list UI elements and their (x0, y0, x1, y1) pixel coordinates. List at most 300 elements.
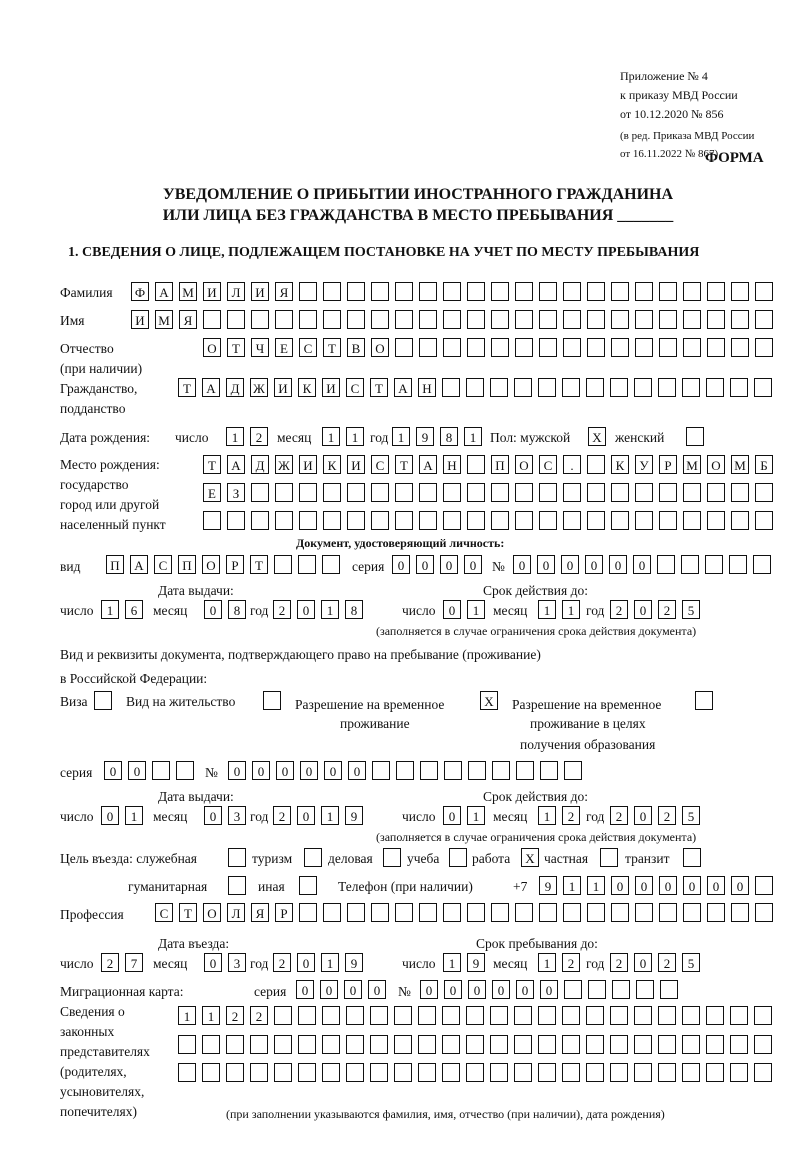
char-box[interactable] (707, 338, 725, 357)
char-box[interactable]: 2 (562, 953, 580, 972)
char-box[interactable]: 9 (467, 953, 485, 972)
char-box[interactable] (298, 1006, 316, 1025)
char-box[interactable] (419, 310, 437, 329)
char-box[interactable] (418, 1035, 436, 1054)
char-box[interactable]: 1 (587, 876, 605, 895)
char-box[interactable] (372, 761, 390, 780)
char-box[interactable] (371, 310, 389, 329)
char-box[interactable]: К (323, 455, 341, 474)
char-box[interactable] (658, 378, 676, 397)
char-box[interactable] (538, 1006, 556, 1025)
char-box[interactable]: 0 (609, 555, 627, 574)
char-box[interactable]: 0 (537, 555, 555, 574)
char-box[interactable] (467, 455, 485, 474)
char-box[interactable] (682, 1006, 700, 1025)
entry-year[interactable] (273, 953, 369, 973)
char-box[interactable] (754, 1006, 772, 1025)
char-box[interactable]: 1 (538, 953, 556, 972)
char-box[interactable]: О (203, 338, 221, 357)
char-box[interactable] (274, 1035, 292, 1054)
sex-male-checkbox[interactable] (588, 427, 612, 447)
char-box[interactable] (396, 761, 414, 780)
char-box[interactable] (275, 511, 293, 530)
char-box[interactable] (516, 761, 534, 780)
char-box[interactable] (442, 378, 460, 397)
char-box[interactable]: 3 (228, 806, 246, 825)
char-box[interactable]: Р (275, 903, 293, 922)
char-box[interactable] (275, 483, 293, 502)
char-box[interactable]: 0 (585, 555, 603, 574)
char-box[interactable] (657, 555, 675, 574)
char-box[interactable] (515, 511, 533, 530)
char-box[interactable] (588, 980, 606, 999)
purpose-transit-checkbox[interactable] (683, 848, 707, 868)
birthplace-field[interactable] (203, 483, 779, 503)
char-box[interactable] (371, 903, 389, 922)
char-box[interactable] (755, 483, 773, 502)
char-box[interactable] (443, 310, 461, 329)
char-box[interactable]: И (131, 310, 149, 329)
char-box[interactable]: Х (480, 691, 498, 710)
char-box[interactable] (346, 1006, 364, 1025)
char-box[interactable] (466, 378, 484, 397)
char-box[interactable] (178, 1063, 196, 1082)
char-box[interactable] (539, 903, 557, 922)
char-box[interactable] (707, 282, 725, 301)
char-box[interactable]: 0 (443, 600, 461, 619)
char-box[interactable] (587, 511, 605, 530)
char-box[interactable] (562, 1006, 580, 1025)
char-box[interactable] (755, 511, 773, 530)
char-box[interactable]: 9 (345, 806, 363, 825)
purpose-work-checkbox[interactable] (521, 848, 545, 868)
rd-series-field[interactable] (104, 761, 200, 781)
char-box[interactable] (660, 980, 678, 999)
char-box[interactable] (152, 761, 170, 780)
char-box[interactable]: К (298, 378, 316, 397)
char-box[interactable] (395, 511, 413, 530)
char-box[interactable] (419, 338, 437, 357)
char-box[interactable] (443, 903, 461, 922)
char-box[interactable]: 1 (538, 806, 556, 825)
char-box[interactable] (705, 555, 723, 574)
char-box[interactable]: 1 (467, 806, 485, 825)
char-box[interactable] (564, 761, 582, 780)
dob-month-field[interactable] (322, 427, 370, 447)
char-box[interactable] (706, 1035, 724, 1054)
char-box[interactable]: И (251, 282, 269, 301)
char-box[interactable] (227, 511, 245, 530)
char-box[interactable] (753, 555, 771, 574)
char-box[interactable] (755, 903, 773, 922)
char-box[interactable] (298, 1035, 316, 1054)
char-box[interactable]: 0 (101, 806, 119, 825)
char-box[interactable]: 2 (226, 1006, 244, 1025)
char-box[interactable]: 0 (348, 761, 366, 780)
char-box[interactable] (731, 903, 749, 922)
char-box[interactable] (610, 1035, 628, 1054)
char-box[interactable] (539, 282, 557, 301)
char-box[interactable] (683, 848, 701, 867)
char-box[interactable]: 1 (202, 1006, 220, 1025)
char-box[interactable]: 0 (204, 806, 222, 825)
char-box[interactable] (707, 903, 725, 922)
char-box[interactable] (323, 903, 341, 922)
char-box[interactable] (682, 378, 700, 397)
char-box[interactable]: 0 (344, 980, 362, 999)
char-box[interactable]: Е (203, 483, 221, 502)
char-box[interactable] (611, 338, 629, 357)
char-box[interactable] (444, 761, 462, 780)
char-box[interactable] (443, 282, 461, 301)
char-box[interactable] (730, 1035, 748, 1054)
char-box[interactable] (395, 310, 413, 329)
char-box[interactable] (490, 1006, 508, 1025)
char-box[interactable] (263, 691, 281, 710)
char-box[interactable] (611, 511, 629, 530)
char-box[interactable] (467, 282, 485, 301)
char-box[interactable] (346, 1063, 364, 1082)
birthplace-field[interactable] (203, 511, 779, 531)
stay-day[interactable] (443, 953, 491, 973)
char-box[interactable]: С (155, 903, 173, 922)
char-box[interactable] (394, 1063, 412, 1082)
char-box[interactable] (467, 511, 485, 530)
char-box[interactable] (586, 1035, 604, 1054)
char-box[interactable]: 1 (467, 600, 485, 619)
char-box[interactable]: 2 (562, 806, 580, 825)
char-box[interactable] (755, 310, 773, 329)
char-box[interactable]: 0 (444, 980, 462, 999)
char-box[interactable] (514, 1035, 532, 1054)
char-box[interactable]: 5 (682, 953, 700, 972)
dob-day-field[interactable] (226, 427, 274, 447)
char-box[interactable]: 0 (252, 761, 270, 780)
char-box[interactable] (564, 980, 582, 999)
char-box[interactable]: Р (659, 455, 677, 474)
char-box[interactable] (634, 1063, 652, 1082)
char-box[interactable] (658, 1063, 676, 1082)
char-box[interactable] (394, 1006, 412, 1025)
char-box[interactable]: К (611, 455, 629, 474)
id-issued-day[interactable] (101, 600, 149, 620)
char-box[interactable]: З (227, 483, 245, 502)
char-box[interactable]: О (515, 455, 533, 474)
char-box[interactable]: 0 (634, 953, 652, 972)
char-box[interactable]: 0 (297, 953, 315, 972)
char-box[interactable]: 0 (513, 555, 531, 574)
char-box[interactable]: П (106, 555, 124, 574)
char-box[interactable] (539, 338, 557, 357)
char-box[interactable]: Р (226, 555, 244, 574)
char-box[interactable] (418, 1063, 436, 1082)
char-box[interactable] (612, 980, 630, 999)
char-box[interactable] (563, 483, 581, 502)
char-box[interactable] (659, 511, 677, 530)
char-box[interactable] (370, 1063, 388, 1082)
char-box[interactable] (346, 1035, 364, 1054)
char-box[interactable]: И (274, 378, 292, 397)
char-box[interactable] (491, 282, 509, 301)
char-box[interactable]: 2 (250, 427, 268, 446)
char-box[interactable]: Т (323, 338, 341, 357)
id-kind-field[interactable] (106, 555, 346, 575)
char-box[interactable] (370, 1006, 388, 1025)
char-box[interactable] (706, 378, 724, 397)
char-box[interactable]: Т (178, 378, 196, 397)
char-box[interactable] (563, 338, 581, 357)
char-box[interactable] (442, 1035, 460, 1054)
char-box[interactable] (467, 903, 485, 922)
purpose-tourism-checkbox[interactable] (304, 848, 328, 868)
char-box[interactable] (418, 1006, 436, 1025)
char-box[interactable]: Ж (250, 378, 268, 397)
char-box[interactable] (226, 1035, 244, 1054)
char-box[interactable] (538, 378, 556, 397)
char-box[interactable] (299, 511, 317, 530)
char-box[interactable]: 2 (610, 806, 628, 825)
entry-day[interactable] (101, 953, 149, 973)
entry-month[interactable] (204, 953, 252, 973)
char-box[interactable]: О (203, 903, 221, 922)
rd-issued-day[interactable] (101, 806, 149, 826)
char-box[interactable] (299, 483, 317, 502)
char-box[interactable] (347, 483, 365, 502)
char-box[interactable]: Н (418, 378, 436, 397)
char-box[interactable] (754, 1035, 772, 1054)
char-box[interactable]: 2 (273, 806, 291, 825)
char-box[interactable] (731, 511, 749, 530)
char-box[interactable] (226, 1063, 244, 1082)
char-box[interactable] (203, 511, 221, 530)
char-box[interactable] (562, 378, 580, 397)
char-box[interactable] (634, 378, 652, 397)
char-box[interactable] (449, 848, 467, 867)
char-box[interactable] (755, 282, 773, 301)
char-box[interactable]: 1 (226, 427, 244, 446)
char-box[interactable]: М (179, 282, 197, 301)
char-box[interactable]: 0 (296, 980, 314, 999)
char-box[interactable] (600, 848, 618, 867)
char-box[interactable]: 0 (228, 761, 246, 780)
char-box[interactable] (370, 1035, 388, 1054)
char-box[interactable] (298, 1063, 316, 1082)
char-box[interactable] (634, 1035, 652, 1054)
char-box[interactable] (443, 483, 461, 502)
char-box[interactable] (322, 1006, 340, 1025)
char-box[interactable]: М (155, 310, 173, 329)
representatives-field[interactable] (178, 1006, 778, 1026)
char-box[interactable]: И (347, 455, 365, 474)
char-box[interactable]: 2 (250, 1006, 268, 1025)
char-box[interactable]: В (347, 338, 365, 357)
char-box[interactable] (250, 1035, 268, 1054)
char-box[interactable]: 0 (468, 980, 486, 999)
char-box[interactable]: 0 (276, 761, 294, 780)
char-box[interactable] (683, 338, 701, 357)
char-box[interactable] (635, 511, 653, 530)
char-box[interactable]: 0 (297, 806, 315, 825)
char-box[interactable]: 2 (658, 953, 676, 972)
char-box[interactable] (586, 378, 604, 397)
char-box[interactable] (635, 338, 653, 357)
char-box[interactable] (682, 1063, 700, 1082)
char-box[interactable]: 1 (178, 1006, 196, 1025)
char-box[interactable]: 0 (324, 761, 342, 780)
char-box[interactable] (515, 310, 533, 329)
patronymic-field[interactable] (203, 338, 779, 358)
char-box[interactable] (706, 1006, 724, 1025)
char-box[interactable] (514, 378, 532, 397)
char-box[interactable]: Т (250, 555, 268, 574)
char-box[interactable] (539, 310, 557, 329)
char-box[interactable] (731, 338, 749, 357)
char-box[interactable] (538, 1063, 556, 1082)
char-box[interactable] (563, 282, 581, 301)
char-box[interactable] (490, 378, 508, 397)
char-box[interactable] (251, 483, 269, 502)
char-box[interactable]: 0 (634, 806, 652, 825)
char-box[interactable] (538, 1035, 556, 1054)
char-box[interactable] (491, 511, 509, 530)
char-box[interactable]: И (203, 282, 221, 301)
char-box[interactable]: 2 (658, 600, 676, 619)
char-box[interactable]: 0 (633, 555, 651, 574)
surname-field[interactable] (131, 282, 779, 302)
purpose-study-checkbox[interactable] (449, 848, 473, 868)
char-box[interactable]: 0 (320, 980, 338, 999)
char-box[interactable]: 8 (345, 600, 363, 619)
char-box[interactable]: А (394, 378, 412, 397)
char-box[interactable]: Я (275, 282, 293, 301)
char-box[interactable]: 0 (516, 980, 534, 999)
char-box[interactable] (515, 282, 533, 301)
char-box[interactable]: Ж (275, 455, 293, 474)
purpose-service-checkbox[interactable] (228, 848, 252, 868)
char-box[interactable] (383, 848, 401, 867)
char-box[interactable] (442, 1063, 460, 1082)
char-box[interactable] (731, 310, 749, 329)
char-box[interactable] (515, 483, 533, 502)
rd-issued-month[interactable] (204, 806, 252, 826)
char-box[interactable]: 1 (443, 953, 461, 972)
char-box[interactable]: 0 (204, 953, 222, 972)
char-box[interactable] (563, 310, 581, 329)
char-box[interactable] (683, 511, 701, 530)
char-box[interactable] (490, 1035, 508, 1054)
char-box[interactable] (467, 338, 485, 357)
char-box[interactable]: 0 (416, 555, 434, 574)
id-issued-year[interactable] (273, 600, 369, 620)
char-box[interactable]: 8 (228, 600, 246, 619)
temporary-residence-education-checkbox[interactable] (695, 691, 719, 711)
char-box[interactable] (468, 761, 486, 780)
char-box[interactable] (467, 310, 485, 329)
char-box[interactable]: 7 (125, 953, 143, 972)
purpose-private-checkbox[interactable] (600, 848, 624, 868)
char-box[interactable] (419, 903, 437, 922)
char-box[interactable]: С (371, 455, 389, 474)
char-box[interactable] (587, 903, 605, 922)
rd-valid-year[interactable] (610, 806, 706, 826)
char-box[interactable] (299, 282, 317, 301)
char-box[interactable] (587, 338, 605, 357)
char-box[interactable] (275, 310, 293, 329)
char-box[interactable]: Х (521, 848, 539, 867)
char-box[interactable] (659, 903, 677, 922)
char-box[interactable]: 9 (345, 953, 363, 972)
char-box[interactable] (203, 310, 221, 329)
stay-month[interactable] (538, 953, 586, 973)
char-box[interactable]: Ч (251, 338, 269, 357)
char-box[interactable] (466, 1035, 484, 1054)
char-box[interactable]: 2 (610, 600, 628, 619)
char-box[interactable] (395, 338, 413, 357)
char-box[interactable]: 0 (297, 600, 315, 619)
char-box[interactable] (707, 483, 725, 502)
char-box[interactable]: 0 (420, 980, 438, 999)
dob-year-field[interactable] (392, 427, 488, 447)
char-box[interactable] (611, 282, 629, 301)
char-box[interactable] (466, 1063, 484, 1082)
temporary-residence-checkbox[interactable] (480, 691, 504, 711)
char-box[interactable]: Т (179, 903, 197, 922)
char-box[interactable]: 1 (125, 806, 143, 825)
char-box[interactable] (347, 282, 365, 301)
char-box[interactable] (491, 310, 509, 329)
char-box[interactable]: 2 (273, 953, 291, 972)
char-box[interactable]: М (683, 455, 701, 474)
rd-valid-month[interactable] (538, 806, 586, 826)
stay-year[interactable] (610, 953, 706, 973)
char-box[interactable] (610, 1063, 628, 1082)
char-box[interactable]: О (202, 555, 220, 574)
char-box[interactable] (395, 282, 413, 301)
char-box[interactable] (754, 378, 772, 397)
char-box[interactable] (730, 1006, 748, 1025)
char-box[interactable] (420, 761, 438, 780)
char-box[interactable] (731, 483, 749, 502)
char-box[interactable]: 0 (659, 876, 677, 895)
char-box[interactable] (635, 282, 653, 301)
char-box[interactable]: Н (443, 455, 461, 474)
char-box[interactable] (659, 282, 677, 301)
char-box[interactable] (322, 1035, 340, 1054)
char-box[interactable]: 8 (440, 427, 458, 446)
char-box[interactable]: 0 (492, 980, 510, 999)
char-box[interactable] (491, 338, 509, 357)
char-box[interactable] (755, 338, 773, 357)
char-box[interactable] (586, 1006, 604, 1025)
char-box[interactable] (251, 310, 269, 329)
char-box[interactable]: П (491, 455, 509, 474)
char-box[interactable] (658, 1035, 676, 1054)
char-box[interactable] (706, 1063, 724, 1082)
char-box[interactable] (202, 1035, 220, 1054)
char-box[interactable] (681, 555, 699, 574)
char-box[interactable]: Я (179, 310, 197, 329)
char-box[interactable] (611, 483, 629, 502)
char-box[interactable]: 1 (321, 953, 339, 972)
char-box[interactable] (683, 310, 701, 329)
char-box[interactable] (491, 903, 509, 922)
id-valid-year[interactable] (610, 600, 706, 620)
char-box[interactable]: 1 (322, 427, 340, 446)
char-box[interactable] (466, 1006, 484, 1025)
char-box[interactable] (563, 511, 581, 530)
char-box[interactable] (731, 282, 749, 301)
char-box[interactable]: 9 (416, 427, 434, 446)
